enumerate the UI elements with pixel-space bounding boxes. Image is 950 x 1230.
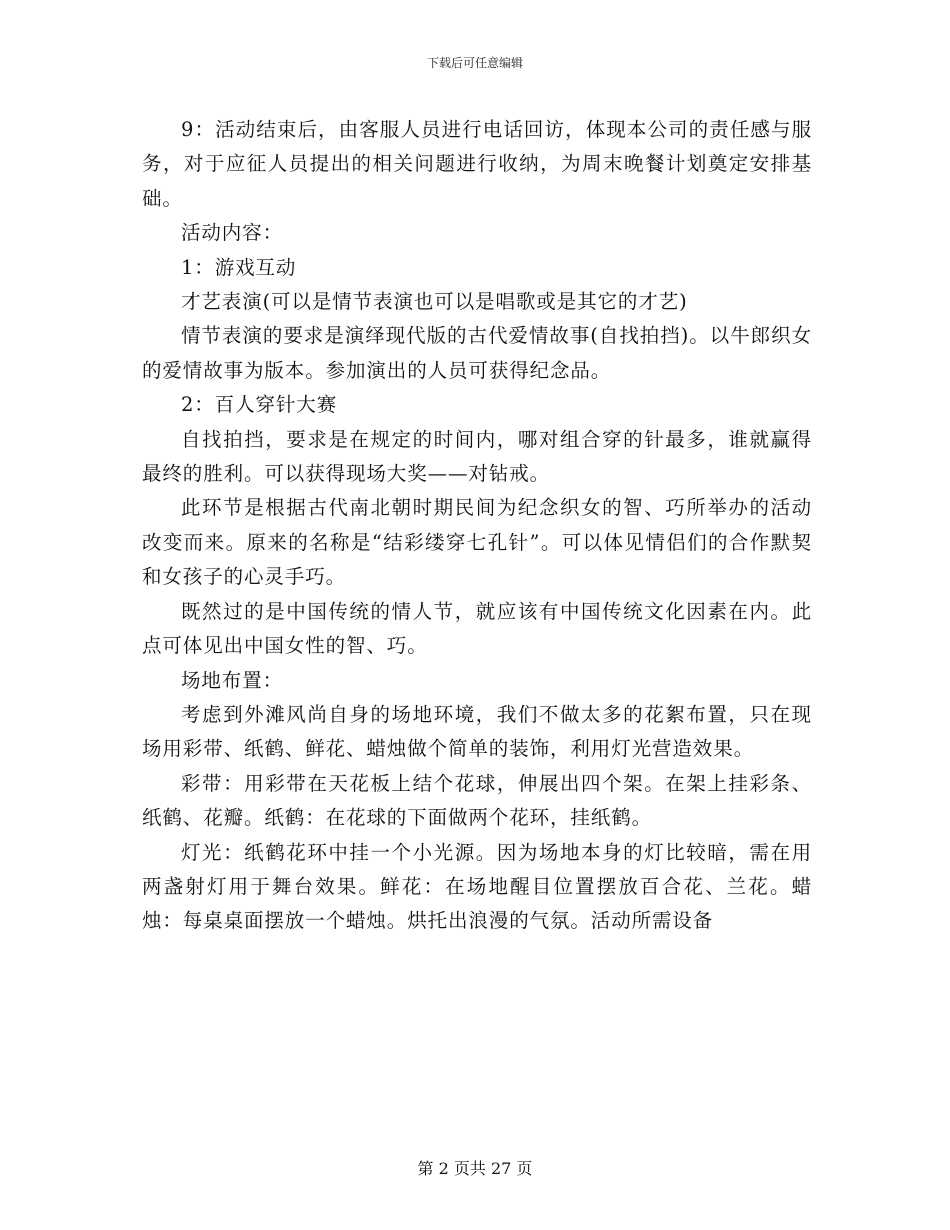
paragraph-talent-show: 才艺表演(可以是情节表演也可以是唱歌或是其它的才艺) [181, 290, 688, 314]
heading-venue-layout: 场地布置： [181, 668, 284, 692]
document-body [142, 113, 812, 939]
page-number-footer: 第 2 页共 27 页 [417, 1159, 533, 1178]
heading-activity-content: 活动内容： [181, 221, 284, 245]
paragraph-contest-origin: 此环节是根据古代南北朝时期民间为纪念织女的智、巧所举办的活动改变而来。原来的名称是“结彩缕穿七孔针”。可以体见情侣们的合作默契和女孩子的心灵手巧。 [142, 496, 812, 589]
paragraph-lighting: 灯光：纸鹤花环中挂一个小光源。因为场地本身的灯比较暗，需在用两盏射灯用于舞台效果。鲜花：在场地醒目位置摆放百合花、兰花。蜡烛：每桌桌面摆放一个蜡烛。烘托出浪漫的气氛。活动所需设备 [142, 840, 812, 933]
paragraph-contest-rules: 自找拍挡，要求是在规定的时间内，哪对组合穿的针最多，谁就赢得最终的胜利。可以获得现场大奖——对钻戒。 [142, 427, 812, 486]
page-header-note: 下载后可任意编辑 [426, 56, 523, 70]
paragraph-followup: 9：活动结束后，由客服人员进行电话回访，体现本公司的责任感与服务，对于应征人员提出的相关问题进行收纳，为周末晚餐计划奠定安排基础。 [142, 118, 812, 210]
paragraph-plot-performance: 情节表演的要求是演绎现代版的古代爱情故事(自找拍挡)。以牛郎织女的爱情故事为版本。参加演出的人员可获得纪念品。 [142, 324, 812, 382]
paragraph-venue-decoration: 考虑到外滩风尚自身的场地环境，我们不做太多的花絮布置，只在现场用彩带、纸鹤、鲜花、蜡烛做个简单的装饰，利用灯光营造效果。 [142, 702, 812, 761]
paragraph-tradition: 既然过的是中国传统的情人节，就应该有中国传统文化因素在内。此点可体见出中国女性的智、巧。 [142, 599, 812, 658]
paragraph-ribbons: 彩带：用彩带在天花板上结个花球，伸展出四个架。在架上挂彩条、纸鹤、花瓣。纸鹤：在花球的下面做两个花环，挂纸鹤。 [142, 771, 812, 830]
item-needle-threading-contest: 2：百人穿针大赛 [181, 393, 338, 417]
item-game-interaction: 1：游戏互动 [181, 255, 297, 279]
